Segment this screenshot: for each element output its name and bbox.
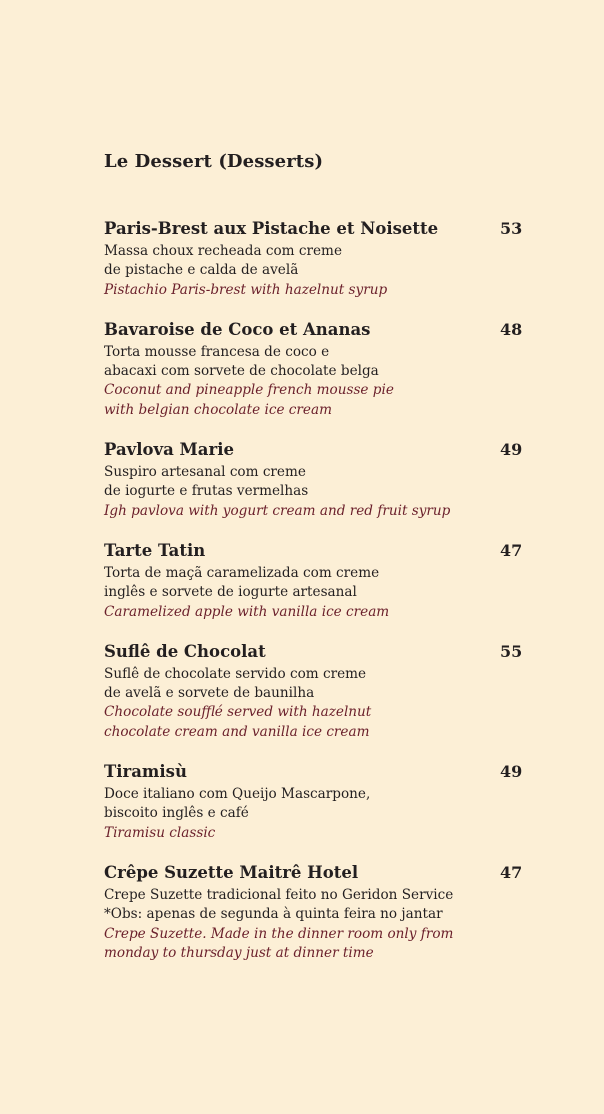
item-header xyxy=(104,440,524,463)
item-name: Suflê de Chocolat xyxy=(104,641,266,661)
item-description-line: de pistache e calda de avelã xyxy=(104,262,299,279)
menu-item xyxy=(104,642,524,742)
item-header xyxy=(104,642,524,665)
item-description-line: *Obs: apenas de segunda à quinta feira no jantar xyxy=(104,906,443,923)
item-price: 48 xyxy=(500,319,523,339)
item-header xyxy=(104,541,524,564)
dessert-list xyxy=(104,219,524,983)
menu-item xyxy=(104,762,524,843)
item-english-line: with belgian chocolate ice cream xyxy=(104,401,332,418)
menu-item xyxy=(104,320,524,420)
item-description-line: de iogurte e frutas vermelhas xyxy=(104,483,309,500)
item-description-line: de avelã e sorvete de baunilha xyxy=(104,685,315,702)
item-price: 53 xyxy=(500,219,523,238)
item-english-line: Caramelized apple with vanilla ice cream xyxy=(104,603,390,620)
item-header xyxy=(104,863,524,886)
item-name: Crêpe Suzette Maitrê Hotel xyxy=(104,862,359,882)
item-description-line: Crepe Suzette tradicional feito no Geridon Service xyxy=(104,886,454,903)
item-description-line: Suspiro artesanal com creme xyxy=(104,464,306,481)
item-name: Tiramisù xyxy=(104,762,187,782)
menu-item xyxy=(104,440,524,521)
item-description-line: Massa choux recheada com creme xyxy=(104,243,342,259)
item-price: 49 xyxy=(500,440,523,460)
item-english-line: Tiramisu classic xyxy=(104,824,216,841)
item-header xyxy=(104,320,524,343)
item-english-line: Igh pavlova with yogurt cream and red fruit syrup xyxy=(104,502,451,519)
item-name: Paris-Brest aux Pistache et Noisette xyxy=(104,219,439,238)
item-description-line: Torta de maçã caramelizada com creme xyxy=(104,564,380,581)
item-name: Pavlova Marie xyxy=(104,440,234,460)
section-title: Le Dessert (Desserts) xyxy=(104,151,324,172)
item-name: Bavaroise de Coco et Ananas xyxy=(104,319,371,339)
item-header xyxy=(104,219,524,242)
item-price: 47 xyxy=(500,540,523,560)
item-description-line: Torta mousse francesa de coco e xyxy=(104,343,330,360)
item-price: 49 xyxy=(500,762,523,782)
item-name: Tarte Tatin xyxy=(104,540,206,560)
item-description-line: biscoito inglês e café xyxy=(104,805,249,822)
menu-item xyxy=(104,863,524,963)
item-english-line: chocolate cream and vanilla ice cream xyxy=(104,723,370,740)
item-english-line: monday to thursday just at dinner time xyxy=(104,944,374,961)
item-english-line: Crepe Suzette. Made in the dinner room only from xyxy=(104,925,454,942)
item-price: 55 xyxy=(500,641,523,661)
item-english-line: Pistachio Paris-brest with hazelnut syrup xyxy=(104,281,388,298)
item-price: 47 xyxy=(500,862,523,882)
menu-item xyxy=(104,219,524,300)
item-english-line: Coconut and pineapple french mousse pie xyxy=(104,382,394,399)
item-description-line: Doce italiano com Queijo Mascarpone, xyxy=(104,786,371,803)
item-description-line: inglês e sorvete de iogurte artesanal xyxy=(104,584,357,601)
item-description-line: Suflê de chocolate servido com creme xyxy=(104,665,367,682)
item-header xyxy=(104,762,524,785)
menu-item xyxy=(104,541,524,622)
item-english-line: Chocolate soufflé served with hazelnut xyxy=(104,704,372,721)
item-description-line: abacaxi com sorvete de chocolate belga xyxy=(104,363,379,380)
